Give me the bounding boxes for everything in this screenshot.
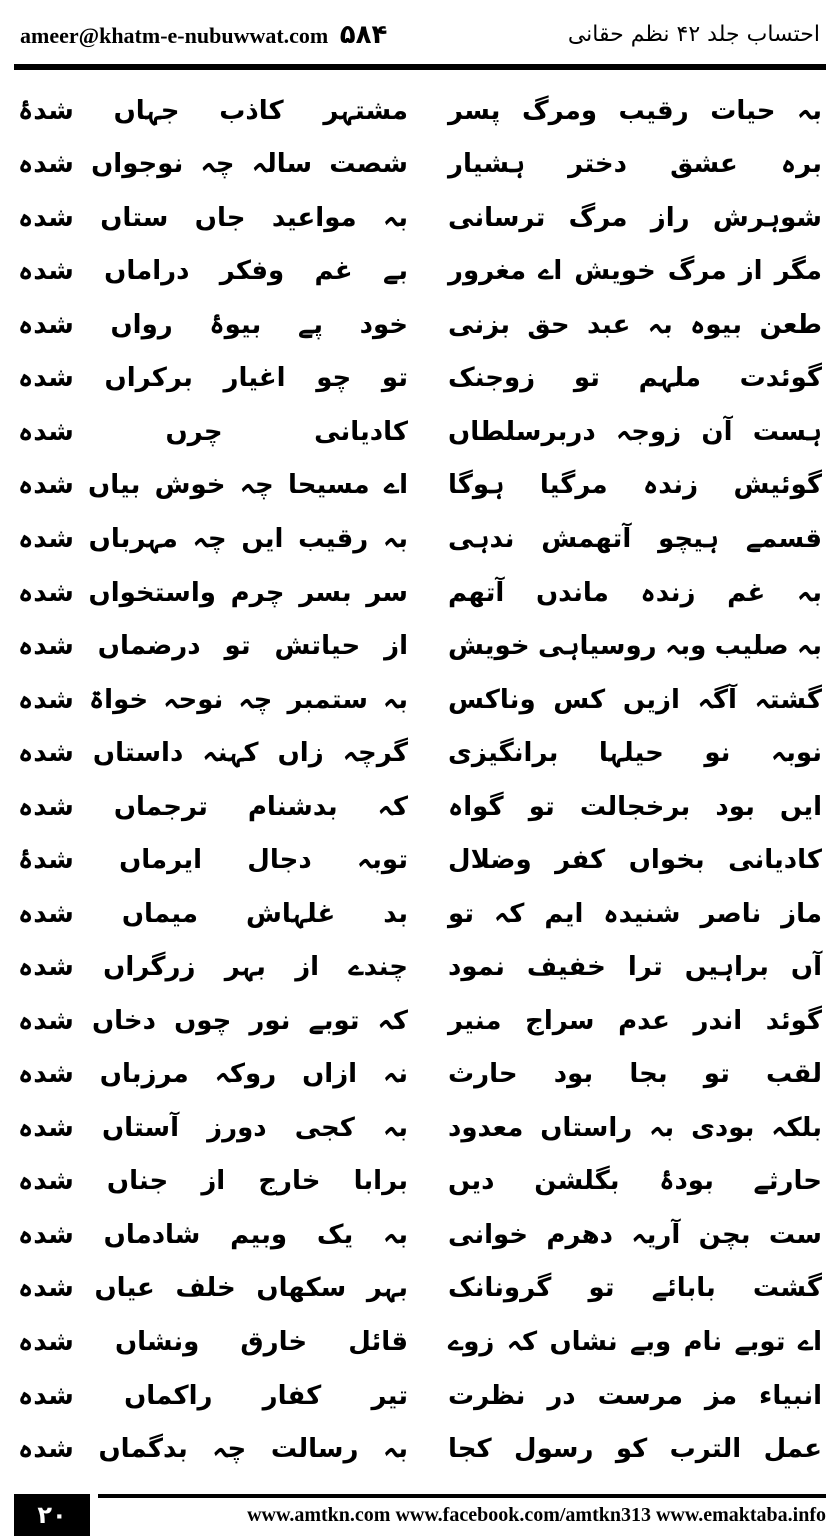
verse-first-hemistich: گشت بابائے تو گرونانک: [448, 1273, 822, 1304]
verse-row: [14, 138, 826, 192]
verse-first-hemistich: گوئدت ملہم تو زوجنک: [448, 363, 822, 394]
verse-first-hemistich: بہ حیات رقیب ومرگ پسر: [448, 95, 822, 126]
verse-row: [14, 1155, 826, 1209]
verse-row: [14, 459, 826, 513]
verse-first-hemistich: حارثے بودۂ بگلشن دیں: [448, 1166, 822, 1197]
poem-body: [14, 84, 826, 1476]
verse-row: [14, 780, 826, 834]
verse-first-hemistich: بہ غم زندہ ماندں آتھم: [448, 577, 822, 608]
verse-first-hemistich: لقب تو بجا بود حارث: [448, 1059, 822, 1090]
verse-second-hemistich: بہ ستمبر چہ نوحہ خواۃ شدہ: [18, 684, 408, 715]
verse-second-hemistich: بہ رقیب ایں چہ مہرباں شدہ: [18, 524, 408, 555]
verse-row: [14, 1262, 826, 1316]
verse-row: [14, 84, 826, 138]
verse-row: [14, 1369, 826, 1423]
verse-second-hemistich: کادیانی چرں شدہ: [18, 416, 408, 447]
verse-row: [14, 1422, 826, 1476]
verse-second-hemistich: مشتہر کاذب جہاں شدۂ: [18, 95, 408, 126]
verse-second-hemistich: بہ مواعید جاں ستاں شدہ: [18, 202, 408, 233]
verse-second-hemistich: شصت سالہ چہ نوجواں شدہ: [18, 149, 408, 180]
verse-first-hemistich: شوہرش راز مرگ ترسانی: [448, 202, 822, 233]
verse-first-hemistich: برہ عشق دختر ہشیار: [448, 149, 822, 180]
verse-row: [14, 566, 826, 620]
verse-second-hemistich: گرچہ زاں کہنہ داستاں شدہ: [18, 738, 408, 769]
verse-second-hemistich: برابا خارج از جناں شدہ: [18, 1166, 408, 1197]
verse-second-hemistich: کہ بدشنام ترجماں شدہ: [18, 791, 408, 822]
verse-second-hemistich: سر بسر چرم واستخواں شدہ: [18, 577, 408, 608]
page-header: [14, 14, 826, 56]
verse-first-hemistich: گوئد اندر عدم سراج منیر: [448, 1005, 822, 1036]
verse-row: [14, 726, 826, 780]
verse-second-hemistich: تیر کفار راکماں شدہ: [18, 1380, 408, 1411]
verse-first-hemistich: ماز ناصر شنیدہ ایم کہ تو: [448, 898, 822, 929]
header-page-number: ۵۸۴: [339, 20, 388, 50]
verse-first-hemistich: گوئیش زندہ مرگیا ہوگا: [448, 470, 822, 501]
verse-row: [14, 1048, 826, 1102]
verse-row: [14, 298, 826, 352]
footer-page-box: ۲۰: [14, 1494, 90, 1536]
verse-first-hemistich: بہ صلیب وبہ روسیاہی خویش: [448, 631, 822, 662]
verse-second-hemistich: از حیاتش تو درضماں شدہ: [18, 631, 408, 662]
verse-second-hemistich: تو چو اغیار برکراں شدہ: [18, 363, 408, 394]
verse-first-hemistich: آں براہیں ترا خفیف نمود: [448, 952, 822, 983]
footer-rule: [98, 1494, 826, 1498]
verse-row: [14, 941, 826, 995]
verse-second-hemistich: بے غم وفکر دراماں شدہ: [18, 256, 408, 287]
verse-second-hemistich: نہ ازاں روکہ مرزباں شدہ: [18, 1059, 408, 1090]
verse-row: [14, 512, 826, 566]
verse-second-hemistich: قائل خارق ونشاں شدہ: [18, 1326, 408, 1357]
verse-first-hemistich: کادیانی بخواں کفر وضلال: [448, 845, 822, 876]
footer-links: www.amtkn.com www.facebook.com/amtkn313 www.emaktaba.info: [247, 1504, 826, 1526]
header-book-title: احتساب جلد ۴۲ نظم حقانی: [567, 22, 820, 47]
verse-row: [14, 352, 826, 406]
verse-second-hemistich: اے مسیحا چہ خوش بیاں شدہ: [18, 470, 408, 501]
verse-row: [14, 191, 826, 245]
verse-first-hemistich: طعن بیوہ بہ عبد حق بزنی: [448, 309, 822, 340]
verse-row: [14, 619, 826, 673]
header-email: ameer@khatm-e-nubuwwat.com: [20, 23, 329, 48]
verse-first-hemistich: انبیاء مز مرست در نظرت: [448, 1380, 822, 1411]
verse-row: [14, 1101, 826, 1155]
verse-second-hemistich: بد غلہاش میماں شدہ: [18, 898, 408, 929]
verse-first-hemistich: نوبہ نو حیلہا برانگیزی: [448, 738, 822, 769]
verse-first-hemistich: ہست آن زوجہ دربرسلطاں: [448, 416, 822, 447]
verse-row: [14, 887, 826, 941]
verse-second-hemistich: کہ توبے نور چوں دخاں شدہ: [18, 1005, 408, 1036]
verse-second-hemistich: خود پے بیوۂ رواں شدہ: [18, 309, 408, 340]
verse-row: [14, 833, 826, 887]
verse-row: [14, 405, 826, 459]
verse-second-hemistich: بہر سکھاں خلف عیاں شدہ: [18, 1273, 408, 1304]
verse-first-hemistich: ست بچن آریہ دھرم خوانی: [448, 1219, 822, 1250]
header-left: [20, 20, 387, 50]
verse-first-hemistich: ایں بود برخجالت تو گواہ: [448, 791, 822, 822]
verse-row: [14, 673, 826, 727]
verse-first-hemistich: عمل الترب کو رسول کجا: [448, 1434, 822, 1465]
header-rule: [14, 64, 826, 70]
verse-first-hemistich: قسمے ہیچو آتھمش ندہی: [448, 524, 822, 555]
verse-first-hemistich: مگر از مرگ خویش اے مغرور: [448, 256, 822, 287]
verse-first-hemistich: گشتہ آگہ ازیں کس وناکس: [448, 684, 822, 715]
verse-second-hemistich: چندے از بہر زرگراں شدہ: [18, 952, 408, 983]
verse-second-hemistich: بہ کجی دورز آستاں شدہ: [18, 1112, 408, 1143]
verse-second-hemistich: بہ رسالت چہ بدگماں شدہ: [18, 1434, 408, 1465]
verse-row: [14, 994, 826, 1048]
verse-row: [14, 1315, 826, 1369]
verse-second-hemistich: توبہ دجال ایرماں شدۂ: [18, 845, 408, 876]
verse-row: [14, 1208, 826, 1262]
verse-second-hemistich: بہ یک وبیم شادماں شدہ: [18, 1219, 408, 1250]
verse-row: [14, 245, 826, 299]
verse-first-hemistich: بلکہ بودی بہ راستاں معدود: [448, 1112, 822, 1143]
verse-first-hemistich: اے توبے نام وبے نشاں کہ زوے: [448, 1326, 822, 1357]
page-footer: [14, 1494, 826, 1536]
